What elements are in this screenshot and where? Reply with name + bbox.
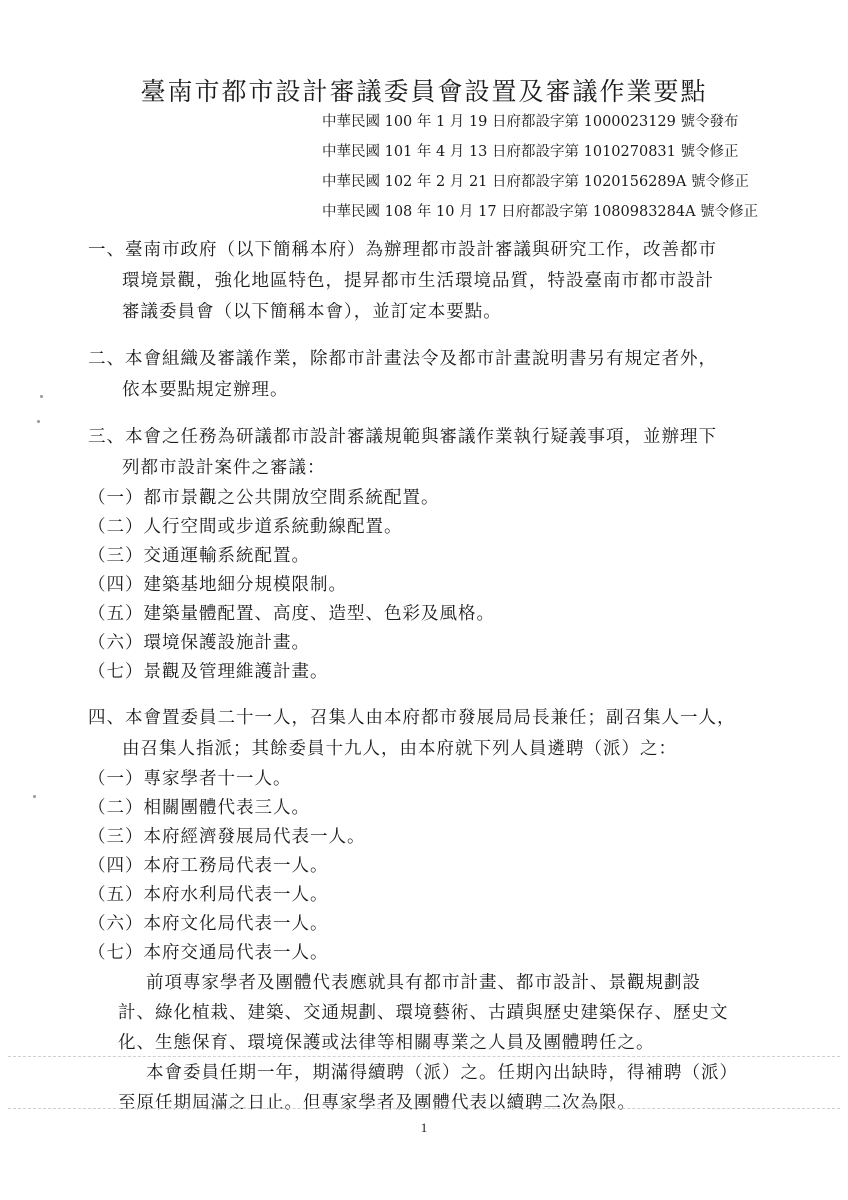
list-item: （七）本府交通局代表一人。 xyxy=(88,943,329,963)
section-1 xyxy=(88,235,768,328)
paragraph-term xyxy=(88,1058,768,1118)
list-item: （六）本府文化局代表一人。 xyxy=(88,914,329,934)
list-item: （一）專家學者十一人。 xyxy=(88,769,292,789)
history-line: 中華民國 100 年 1 月 19 日府都設字第 1000023129 號令發布 xyxy=(322,114,739,130)
list-item: （二）相關團體代表三人。 xyxy=(88,798,310,818)
document-body xyxy=(88,235,768,1118)
list-item: （七）景觀及管理維護計畫。 xyxy=(88,662,329,682)
section-4-list xyxy=(88,765,768,968)
section-2-line: 二、本會組織及審議作業，除都市計畫法令及都市計畫說明書另有規定者外， xyxy=(88,349,717,369)
section-1-line: 審議委員會（以下簡稱本會），並訂定本要點。 xyxy=(122,302,502,322)
section-3-list xyxy=(88,484,768,687)
history-line: 中華民國 102 年 2 月 21 日府都設字第 1020156289A 號令修正 xyxy=(322,174,749,190)
history-line: 中華民國 108 年 10 月 17 日府都設字第 1080983284A 號令修正 xyxy=(322,204,759,220)
list-item: （六）環境保護設施計畫。 xyxy=(88,633,310,653)
paragraph-line: 至原任期屆滿之日止。但專家學者及團體代表以續聘二次為限。 xyxy=(118,1093,636,1113)
document-title: 臺南市都市設計審議委員會設置及審議作業要點 xyxy=(140,77,708,106)
section-3-line: 列都市設計案件之審議： xyxy=(122,458,326,478)
list-item: （二）人行空間或步道系統動線配置。 xyxy=(88,517,403,537)
paragraph-line: 計、綠化植栽、建築、交通規劃、環境藝術、古蹟與歷史建築保存、歷史文 xyxy=(118,1003,729,1023)
section-3-line: 三、本會之任務為研議都市設計審議規範與審議作業執行疑義事項，並辦理下 xyxy=(88,427,717,447)
page-number: 1 xyxy=(420,1120,428,1135)
section-1-line: 環境景觀，強化地區特色，提昇都市生活環境品質，特設臺南市都市設計 xyxy=(122,271,714,291)
list-item: （四）建築基地細分規模限制。 xyxy=(88,575,347,595)
scan-speck xyxy=(37,420,40,423)
paragraph-line: 本會委員任期一年，期滿得續聘（派）之。任期內出缺時，得補聘（派） xyxy=(146,1063,738,1083)
section-2-line: 依本要點規定辦理。 xyxy=(122,380,289,400)
paragraph-qualifications xyxy=(88,968,768,1058)
list-item: （四）本府工務局代表一人。 xyxy=(88,856,329,876)
scan-speck xyxy=(40,395,43,398)
section-4-line: 由召集人指派；其餘委員十九人，由本府就下列人員遴聘（派）之： xyxy=(122,739,677,759)
scan-speck xyxy=(33,795,36,798)
amendment-history xyxy=(322,107,802,227)
scan-divider xyxy=(8,1108,840,1109)
list-item: （一）都市景觀之公共開放空間系統配置。 xyxy=(88,488,440,508)
section-3 xyxy=(88,422,768,484)
section-1-line: 一、臺南市政府（以下簡稱本府）為辦理都市設計審議與研究工作，改善都市 xyxy=(88,240,717,260)
section-2 xyxy=(88,344,768,406)
section-4 xyxy=(88,703,768,765)
paragraph-line: 前項專家學者及團體代表應就具有都市計畫、都市設計、景觀規劃設 xyxy=(146,973,701,993)
list-item: （五）建築量體配置、高度、造型、色彩及風格。 xyxy=(88,604,495,624)
section-4-line: 四、本會置委員二十一人，召集人由本府都市發展局局長兼任；副召集人一人， xyxy=(88,708,736,728)
history-line: 中華民國 101 年 4 月 13 日府都設字第 1010270831 號令修正 xyxy=(322,144,739,160)
list-item: （三）交通運輸系統配置。 xyxy=(88,546,310,566)
paragraph-line: 化、生態保育、環境保護或法律等相關專業之人員及團體聘任之。 xyxy=(118,1033,655,1053)
scan-divider xyxy=(8,1056,840,1057)
list-item: （五）本府水利局代表一人。 xyxy=(88,885,329,905)
list-item: （三）本府經濟發展局代表一人。 xyxy=(88,827,366,847)
